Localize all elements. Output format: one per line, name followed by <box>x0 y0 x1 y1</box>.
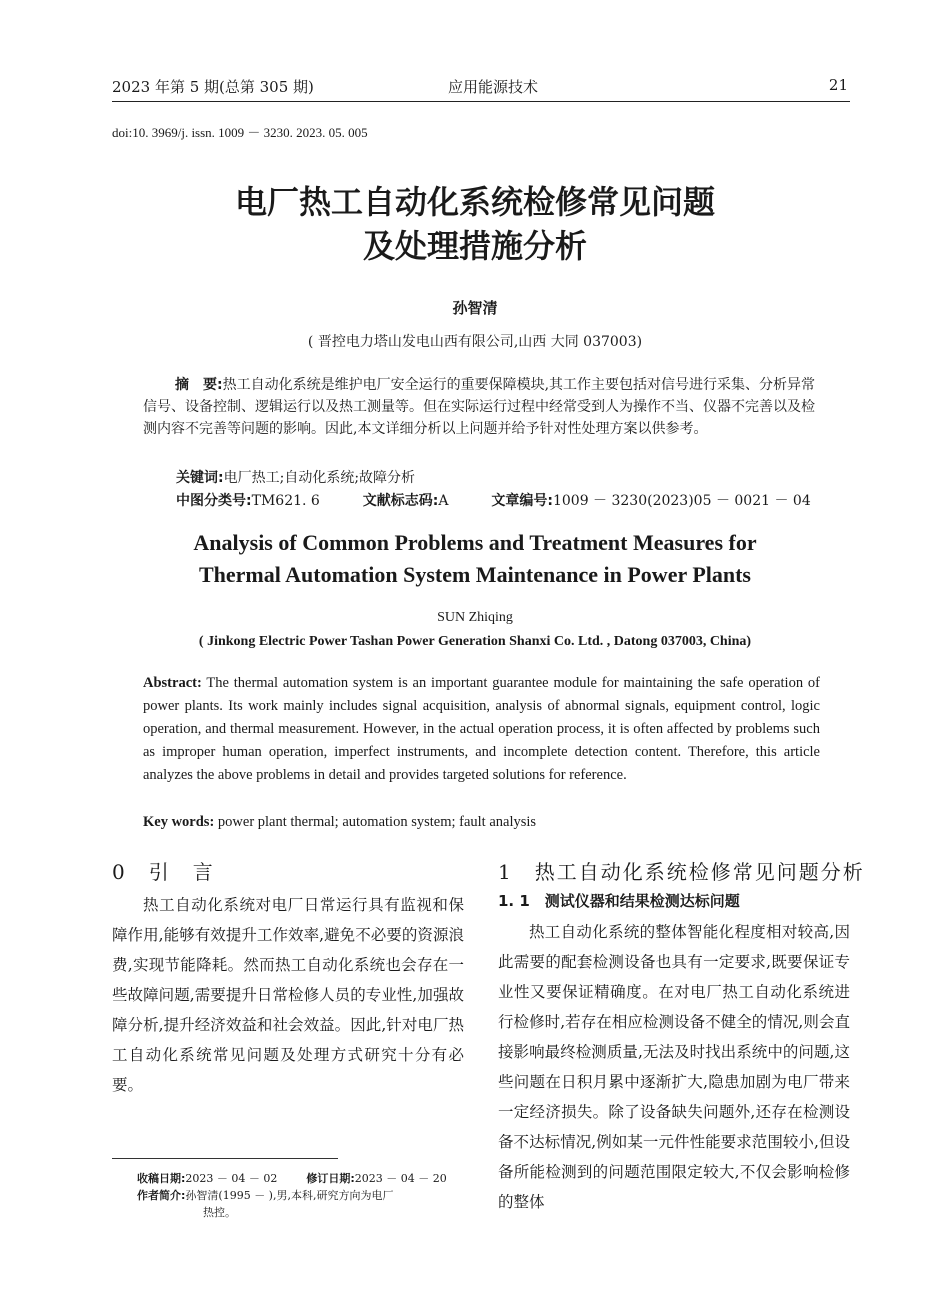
footnote-author-line2: 热控。 <box>203 1206 236 1219</box>
section0-heading: 0 引 言 <box>112 860 215 884</box>
section0-paragraph: 热工自动化系统对电厂日常运行具有监视和保障作用,能够有效提升工作效率,避免不必要的资源浪费,实现节能降耗。然而热工自动化系统也会存在一些故障问题,需要提升日常检修人员的专业性,加强故障分析,提升经济效益和社会效益。因此,针对电厂热工自动化系统常见问题及处理方式研究十分有必要。 <box>112 896 464 1094</box>
en-abstract <box>143 672 820 787</box>
cn-article-no: 1009 － 3230(2023)05 － 0021 － 04 <box>552 493 811 509</box>
cn-doc-code-label: 文献标志码: <box>362 493 439 509</box>
section1-paragraph: 热工自动化系统的整体智能化程度相对较高,因此需要的配套检测设备也具有一定要求,既要保证专业性又要保证精确度。在对电厂热工自动化系统进行检修时,若存在相应检测设备不健全的情况,则会直接影响最终检测质量,无法及时找出系统中的问题,这些问题在日积月累中逐渐扩大,隐患加剧为电厂带来一定经济损失。除了设备缺失问题外,还存在检测设备不达标情况,例如某一元件性能要求范围较小,但设备所能检测到的问题范围限定较大,不仅会影响检修的整体 <box>498 923 850 1211</box>
section1-1-heading: 1. 1 测试仪器和结果检测达标问题 <box>498 892 740 910</box>
footnote-divider <box>112 1158 338 1159</box>
en-affiliation: ( Jinkong Electric Power Tashan Power Generation Shanxi Co. Ltd. , Datong 037003, China) <box>198 634 752 649</box>
en-keywords-label: Key words: <box>143 814 215 830</box>
cn-keywords-label: 关键词: <box>176 470 224 486</box>
footnote-author-line1: 孙智清(1995 － ),男,本科,研究方向为电厂 <box>185 1189 394 1202</box>
cn-title-line1: 电厂热工自动化系统检修常见问题 <box>234 183 715 221</box>
header-divider <box>112 101 850 102</box>
en-keywords: power plant thermal; automation system; fault analysis <box>214 814 537 830</box>
en-keywords-line <box>143 814 536 831</box>
doi: doi:10. 3969/j. issn. 1009 － 3230. 2023. 05. 005 <box>112 125 368 140</box>
cn-classification-line <box>176 490 811 510</box>
cn-doc-code: A <box>438 493 449 509</box>
cn-keywords-line <box>176 467 415 487</box>
cn-abstract <box>143 374 823 440</box>
cn-keywords: 电厂热工;自动化系统;故障分析 <box>223 470 416 486</box>
cn-title-line2: 及处理措施分析 <box>362 227 587 265</box>
en-abstract-text: The thermal automation system is an important guarantee module for maintaining the safe operation of power plants. Its work mainly includes signal acquisition, analysis of abnormal signals, equipment control, logic operation, and thermal measurement. However, in the actual operation process, it is often affected by problems such as improper human operation, imperfect instruments, and incomplete detection content. Therefore, this article analyzes the above problems in detail and provides targeted solutions for reference. <box>143 675 820 783</box>
header-journal: 应用能源技术 <box>448 78 539 96</box>
en-abstract-label: Abstract: <box>143 675 202 691</box>
cn-article-no-label: 文章编号: <box>491 493 553 509</box>
en-author: SUN Zhiqing <box>437 610 513 625</box>
cn-author: 孙智清 <box>452 299 498 317</box>
cn-clc-label: 中图分类号: <box>176 493 252 509</box>
footnote-author-label: 作者简介: <box>137 1189 186 1202</box>
cn-title <box>0 180 950 268</box>
cn-affiliation: ( 晋控电力塔山发电山西有限公司,山西 大同 037003) <box>307 334 643 350</box>
footnote-revised-label: 修订日期: <box>306 1172 355 1185</box>
section0-body-column <box>112 890 464 1100</box>
en-title-line2: Thermal Automation System Maintenance in Power Plants <box>198 562 751 587</box>
section1-heading: 1 热工自动化系统检修常见问题分析 <box>498 860 865 884</box>
en-title <box>0 527 950 591</box>
header-issue: 2023 年第 5 期(总第 305 期) <box>112 78 314 96</box>
en-title-line1: Analysis of Common Problems and Treatment Measures for <box>193 530 757 555</box>
section1-body-column <box>498 917 850 1217</box>
footnote-revised: 2023 － 04 － 20 <box>354 1172 447 1185</box>
footnote-dates <box>137 1170 447 1187</box>
header-page-number: 21 <box>828 76 848 94</box>
footnote-received-label: 收稿日期: <box>137 1172 186 1185</box>
cn-abstract-text: 热工自动化系统是维护电厂安全运行的重要保障模块,其工作主要包括对信号进行采集、分析异常信号、设备控制、逻辑运行以及热工测量等。但在实际运行过程中经常受到人为操作不当、仪器不完善以及检测内容不完善等问题的影响。因此,本文详细分析以上问题并给予针对性处理方案以供参考。 <box>143 377 816 437</box>
cn-clc: TM621. 6 <box>251 493 320 509</box>
footnote-author <box>137 1187 393 1204</box>
cn-abstract-label: 摘 要: <box>175 377 223 393</box>
footnote-received: 2023 － 04 － 02 <box>185 1172 278 1185</box>
